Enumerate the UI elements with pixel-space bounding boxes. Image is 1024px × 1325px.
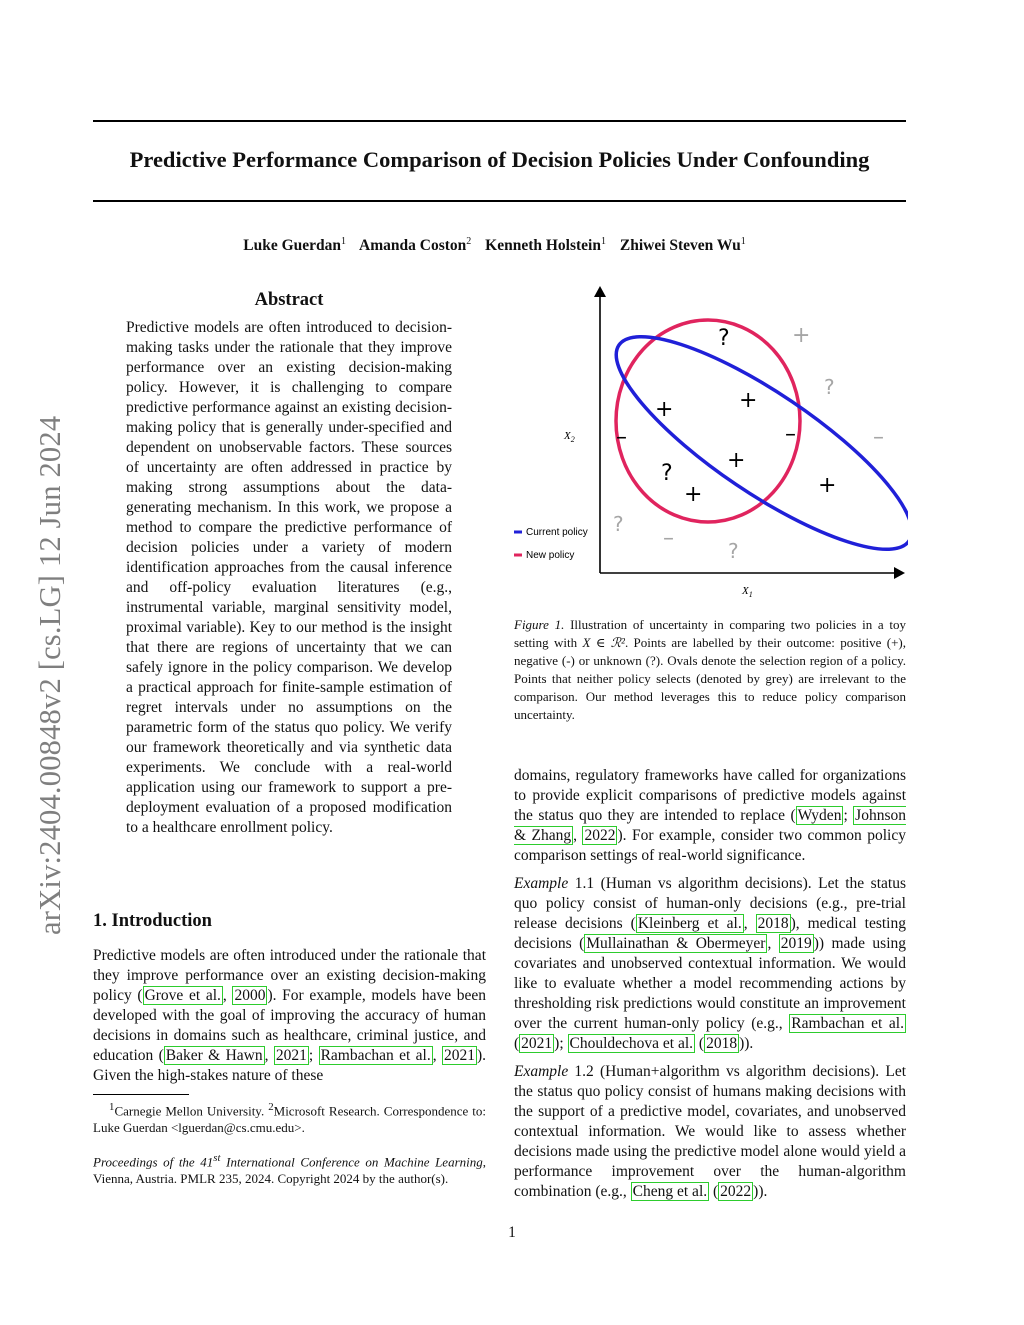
- paragraph: domains, regulatory frameworks have called for organizations to provide explicit comparisons of predictive models against the status quo they are intended to replace ( Wyden ; Johnson & Zhang , 2022 ). For example, consider two common policy comparison settings of real-world significance.: [514, 767, 906, 864]
- citation-link[interactable]: 2019: [780, 935, 812, 952]
- citation-link[interactable]: 2022: [720, 1183, 752, 1200]
- citation-link[interactable]: 2022: [584, 827, 616, 844]
- affiliation-footnote: $^1$Carnegie Mellon University. $^2$Microsoft Research. Correspondence to: Luke Guerdan <lguerdan@cs.cmu.edu>.: [93, 1101, 487, 1136]
- irrelevant-unknown-point: ?: [728, 539, 739, 563]
- author-affiliation: 1: [341, 236, 347, 247]
- positive-point: +: [684, 482, 703, 507]
- author-name: Amanda Coston: [359, 237, 467, 255]
- proceedings-note: Proceedings of the 41st International Conference on Machine Learning, Vienna, Austria. PMLR 235, 2024. Copyright 2024 by the author(s).: [93, 1152, 486, 1187]
- example-1-2: Example 1.2 (Human+algorithm vs algorithm decisions). Let the status quo policy consist of humans making decisions with the support of a predictive model, covariates, and unobserved contextual information. We would like to assess whether decisions made using the predictive model alone would yield a performance improvement over the human-algorithm combination (e.g., Cheng et al. ( 2022 )).: [514, 1063, 907, 1200]
- author-affiliation: 2: [466, 236, 472, 247]
- author-name: Luke Guerdan: [243, 237, 342, 255]
- negative-point: –: [616, 425, 627, 450]
- x-axis-label: $X_1$: [742, 585, 753, 599]
- author-list: [93, 236, 906, 255]
- citation-link[interactable]: 2018: [706, 1035, 738, 1052]
- figure-1: [508, 283, 908, 603]
- author-affiliation: 1: [740, 236, 746, 247]
- irrelevant-positive-point: +: [792, 323, 811, 348]
- author-name: Kenneth Holstein: [485, 237, 601, 255]
- citation-link[interactable]: Wyden: [797, 807, 842, 824]
- abstract-heading: Abstract: [254, 290, 324, 310]
- example-1-1: Example 1.1 (Human vs algorithm decisions). Let the status quo policy consist of human-only decisions (e.g., pre-trial release decisions ( Kleinberg et al. , 2018 ), medical testing decisions ( Mullainathan & Obermeyer , 2019 )) made using covariates and unobserved contextual information. We would like to evaluate whether a model recommending actions by thresholding risk predictions would constitute an improvement over the current human-only policy (e.g., Rambachan et al. ( 2021 ); Chouldechova et al. ( 2018 )).: [514, 875, 906, 1052]
- right-column-text: [514, 766, 906, 1210]
- author-affiliation: 1: [600, 236, 606, 247]
- unknown-point: ?: [661, 461, 673, 486]
- figure-legend: [514, 527, 588, 561]
- irrelevant-unknown-point: ?: [824, 375, 835, 399]
- legend-label-current: Current policy: [526, 527, 588, 538]
- page-number: 1: [508, 1224, 516, 1241]
- positive-point: +: [818, 473, 837, 498]
- footnote-rule: [93, 1094, 189, 1095]
- citation-link[interactable]: Johnson & Zhang: [514, 807, 906, 844]
- citation-link[interactable]: Baker & Hawn: [165, 1047, 263, 1064]
- irrelevant-unknown-point: ?: [613, 512, 624, 536]
- figure-caption: Figure 1. Illustration of uncertainty in comparing two policies in a toy setting with X ∈ ℛ². Points are labelled by their outcome: positive (+), negative (-) or unknown (?). Ovals denote the selection region of a policy. Points that neither policy selects (denoted by grey) are irrelevant to the comparison. Our method leverages this to reduce policy comparison uncertainty.: [514, 617, 907, 722]
- y-axis-arrow: [594, 286, 606, 297]
- current-policy-oval: [591, 304, 908, 583]
- irrelevant-negative-point: –: [663, 526, 674, 551]
- section-heading: 1. Introduction: [93, 911, 212, 931]
- irrelevant-negative-point: –: [873, 425, 884, 450]
- paper-title: Predictive Performance Comparison of Decision Policies Under Confounding: [129, 147, 870, 172]
- top-rule: [93, 120, 906, 122]
- new-policy-oval: [616, 320, 800, 522]
- abstract-text: Predictive models are often introduced to decision-making tasks under the rationale that they improve performance over an existing decision-making policy. However, it is challenging to compare predictive performance against an existing decision-making policy that is generally under-specified and dependent on unobservable factors. These sources of uncertainty are often addressed in practice by making strong assumptions about the data-generating mechanism. In this work, we propose a method to compare the predictive performance of decision policies under a variety of modern identification approaches from the causal inference and off-policy evaluation literatures (e.g., instrumental variable, marginal sensitivity model, proximal variable). Key to our method is the insight that there are regions of uncertainty that we can safely ignore in the policy comparison. We develop a practical approach for finite-sample estimation of regret intervals under no assumptions on the parametric form of the status quo policy. We verify our framework theoretically and via synthetic data experiments. We conclude with a real-world application using our framework to support a pre-deployment evaluation of a proposed modification to a healthcare enrollment policy.: [126, 319, 452, 836]
- legend-label-new: New policy: [526, 550, 575, 561]
- x-axis-arrow: [894, 567, 905, 579]
- citation-link[interactable]: Grove et al.: [144, 987, 221, 1004]
- negative-point: –: [785, 422, 796, 447]
- citation-link[interactable]: Kleinberg et al.: [637, 915, 742, 932]
- citation-link[interactable]: 2000: [234, 987, 266, 1004]
- citation-link[interactable]: 2021: [521, 1035, 553, 1052]
- positive-point: +: [739, 388, 758, 413]
- citation-link[interactable]: Rambachan et al.: [791, 1015, 904, 1032]
- arxiv-stamp: arXiv:2404.00848v2 [cs.LG] 12 Jun 2024: [33, 415, 67, 935]
- intro-paragraph: Predictive models are often introduced under the rationale that they improve performance over an existing decision-making policy ( Grove et al. , 2000 ). For example, models have been developed with the goal of improving the accuracy of human decisions in domains such as healthcare, criminal justice, and education ( Baker & Hawn , 2021 ; Rambachan et al. , 2021 ). Given the high-stakes nature of these: [93, 947, 487, 1084]
- citation-link[interactable]: Cheng et al.: [632, 1183, 708, 1200]
- title-bottom-rule: [93, 200, 906, 202]
- unknown-point: ?: [718, 326, 730, 351]
- author-name: Zhiwei Steven Wu: [619, 237, 741, 255]
- citation-link[interactable]: 2021: [443, 1047, 475, 1064]
- positive-point: +: [727, 448, 746, 473]
- y-axis-label: $X_2$: [564, 430, 575, 444]
- citation-link[interactable]: Chouldechova et al.: [569, 1035, 694, 1052]
- citation-link[interactable]: 2021: [275, 1047, 307, 1064]
- citation-link[interactable]: 2018: [757, 915, 789, 932]
- citation-link[interactable]: Mullainathan & Obermeyer: [586, 935, 766, 952]
- positive-point: +: [655, 397, 674, 422]
- citation-link[interactable]: Rambachan et al.: [320, 1047, 431, 1064]
